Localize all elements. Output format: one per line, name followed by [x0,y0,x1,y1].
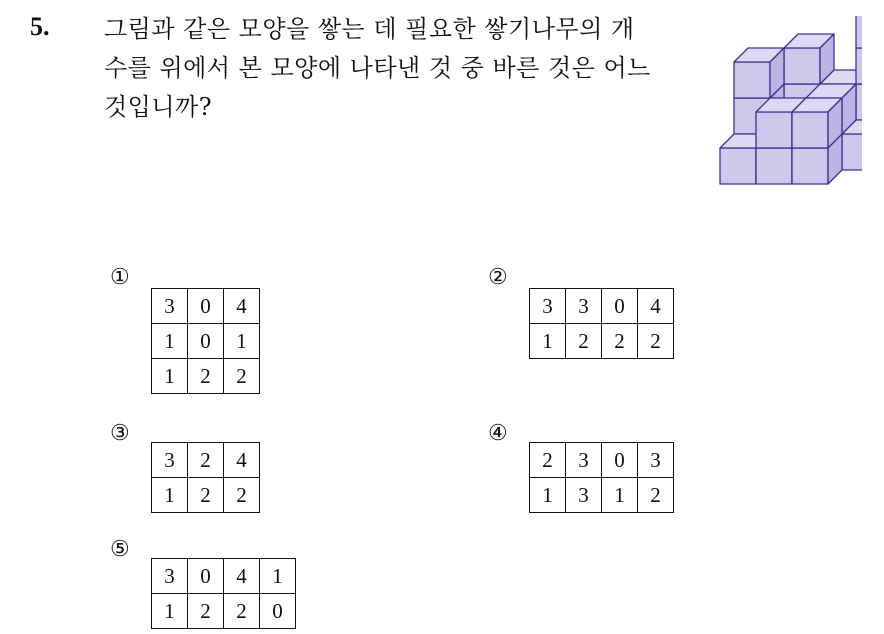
top-view-grid [151,442,260,513]
cube-face [856,16,862,48]
grid-cell: 2 [188,359,224,394]
grid-cell: 3 [638,443,674,478]
grid-cell: 2 [638,324,674,359]
top-view-grid [151,558,296,629]
cube-face [792,148,828,184]
grid-row [152,324,260,359]
grid-cell: 3 [152,559,188,594]
choice-mark: ⑤ [110,537,130,562]
grid-cell: 3 [152,289,188,324]
choice-2[interactable] [488,264,688,368]
grid-cell: 2 [188,478,224,513]
grid-row [152,443,260,478]
grid-cell: 1 [152,594,188,629]
grid-cell: 0 [602,289,638,324]
question-line: 수를 위에서 본 모양에 나타낸 것 중 바른 것은 어느 [104,54,651,82]
grid-cell: 1 [152,478,188,513]
cube-face [784,48,820,84]
grid-row [152,359,260,394]
grid-cell: 2 [566,324,602,359]
grid-cell: 2 [224,594,260,629]
grid-row [152,478,260,513]
choice-mark: ① [110,265,130,290]
top-view-grid [529,442,674,513]
grid-cell: 1 [260,559,296,594]
grid-cell: 1 [530,324,566,359]
grid-cell: 0 [188,559,224,594]
grid-cell: 4 [224,289,260,324]
grid-row [152,594,296,629]
grid-cell: 3 [566,478,602,513]
choice-5[interactable] [108,536,308,634]
cube-face [756,112,792,148]
grid-row [530,289,674,324]
grid-cell: 2 [188,443,224,478]
grid-cell: 1 [602,478,638,513]
grid-row [530,478,674,513]
choice-3[interactable] [108,420,268,524]
top-view-grid [151,288,260,394]
top-view-grid [529,288,674,359]
cube-face [734,62,770,98]
grid-cell: 2 [602,324,638,359]
grid-cell: 3 [152,443,188,478]
grid-cell: 4 [638,289,674,324]
cube-face [792,112,828,148]
grid-cell: 0 [260,594,296,629]
stacked-cubes-figure [716,16,862,188]
question-line: 것입니까? [104,93,213,121]
choice-mark: ④ [488,421,508,446]
grid-cell: 1 [530,478,566,513]
cube-face [842,134,862,170]
grid-cell: 1 [224,324,260,359]
grid-row [152,559,296,594]
question-line: 그림과 같은 모양을 쌓는 데 필요한 쌓기나무의 개 [104,15,635,43]
grid-cell: 3 [566,289,602,324]
grid-row [530,324,674,359]
question-number: 5. [30,12,50,41]
grid-cell: 2 [530,443,566,478]
cube-face [756,148,792,184]
choice-mark: ② [488,265,508,290]
question-text [104,10,694,127]
grid-cell: 4 [224,443,260,478]
cube-face [856,84,862,120]
cube-face [856,48,862,84]
grid-cell: 2 [638,478,674,513]
grid-cell: 0 [188,324,224,359]
grid-cell: 2 [224,478,260,513]
cube-face [720,148,756,184]
choice-1[interactable] [108,264,268,404]
grid-cell: 2 [188,594,224,629]
grid-cell: 1 [152,359,188,394]
grid-cell: 4 [224,559,260,594]
grid-row [530,443,674,478]
grid-cell: 2 [224,359,260,394]
choice-4[interactable] [488,420,688,524]
grid-row [152,289,260,324]
grid-cell: 0 [602,443,638,478]
grid-cell: 0 [188,289,224,324]
choice-mark: ③ [110,421,130,446]
grid-cell: 1 [152,324,188,359]
grid-cell: 3 [566,443,602,478]
grid-cell: 3 [530,289,566,324]
